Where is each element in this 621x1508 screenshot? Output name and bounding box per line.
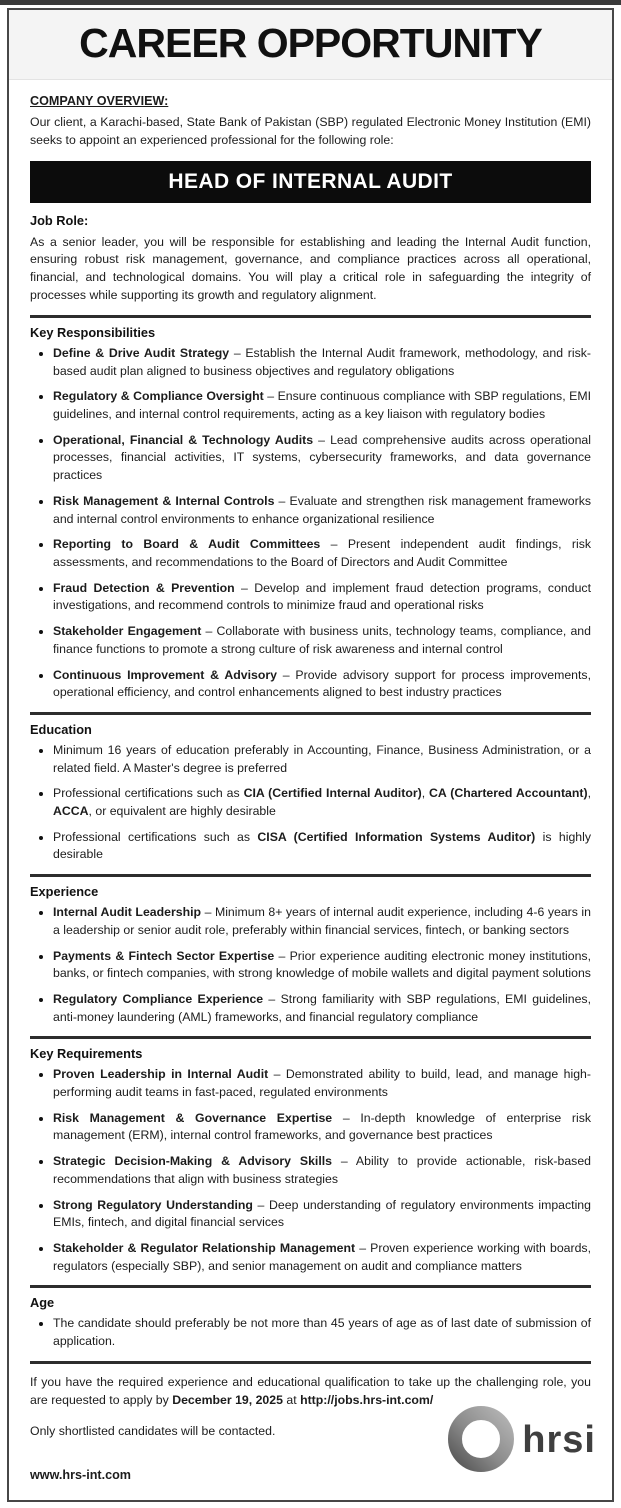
bold-text: Proven Leadership in Internal Audit: [53, 1067, 269, 1082]
plain-text: – Demonstrated ability to build, lead, and manage high-performing audit teams in fast-paced, regulated environments: [53, 1067, 591, 1100]
section-divider: [30, 1361, 591, 1364]
list-item: [53, 1066, 591, 1101]
role-banner: HEAD OF INTERNAL AUDIT: [30, 161, 591, 203]
list-item: [53, 667, 591, 702]
key-responsibilities-list: [30, 345, 591, 702]
key-requirements-list: [30, 1066, 591, 1275]
plain-text: – Present independent audit findings, risk assessments, and recommendations to the Board of Directors and Audit Committee: [53, 537, 591, 569]
hrsi-logo-text: hrsi: [522, 1419, 596, 1462]
plain-text: – Establish the Internal Audit framework, methodology, and risk-based audit plan aligned to business objectives and regulatory obligations: [53, 345, 591, 378]
section-divider: [30, 712, 591, 715]
bold-text: Operational, Financial & Technology Audits: [53, 432, 314, 447]
list-item: [53, 991, 591, 1026]
page-top-strip: [0, 0, 621, 5]
list-item: [53, 785, 591, 820]
bold-text: Reporting to Board & Audit Committees: [53, 537, 321, 552]
list-item: [53, 580, 591, 615]
list-item: [53, 388, 591, 423]
bold-text: Define & Drive Audit Strategy: [53, 345, 230, 360]
bold-text: Stakeholder & Regulator Relationship Management: [53, 1240, 356, 1255]
plain-text: at: [282, 1393, 301, 1408]
plain-text: Minimum 16 years of education preferably in Accounting, Finance, Business Administration, or a related field. A Master's degree is preferred: [53, 742, 591, 775]
plain-text: – Collaborate with business units, technology teams, compliance, and finance functions to promote a strong culture of risk awareness and internal control: [53, 624, 591, 656]
bold-text: CA (Chartered Accountant): [429, 786, 588, 801]
bold-text: Risk Management & Internal Controls: [53, 493, 275, 508]
key-responsibilities-heading: Key Responsibilities: [30, 324, 156, 340]
section-divider: [30, 1036, 591, 1039]
bold-text: Payments & Fintech Sector Expertise: [53, 948, 275, 963]
plain-text: – Prior experience auditing electronic money institutions, banks, or fintech companies, with strong knowledge of mobile wallets and digital payment solutions: [53, 948, 591, 981]
list-item: [53, 742, 591, 777]
list-item: [53, 536, 591, 571]
experience-heading: Experience: [30, 884, 99, 900]
list-item: [53, 345, 591, 380]
plain-text: – Deep understanding of regulatory environments impacting EMIs, fintech, and digital financial services: [53, 1197, 591, 1230]
plain-text: – Provide advisory support for process improvements, operational efficiency, and control enhancements aligned to best industry practices: [53, 667, 591, 700]
plain-text: Professional certifications such as: [53, 786, 244, 801]
bold-text: ACCA: [53, 804, 89, 819]
job-role-text: As a senior leader, you will be responsible for establishing and leading the Internal Audit function, ensuring robust risk management, governance, and compliance practices across all operational, financial, and technological domains. You will play a critical role in safeguarding the integrity of processes while supporting its growth and regulatory alignment.: [30, 234, 591, 303]
age-list: [30, 1315, 591, 1350]
list-item: [53, 623, 591, 658]
list-item: [53, 1153, 591, 1188]
plain-text: – Strong familiarity with SBP regulations, EMI guidelines, anti-money laundering (AML) frameworks, and financial regulatory compliance: [53, 991, 591, 1024]
shortlist-note: Only shortlisted candidates will be contacted.: [30, 1423, 276, 1438]
ad-content: [9, 80, 612, 1500]
plain-text: The candidate should preferably be not more than 45 years of age as of last date of submission of application.: [53, 1316, 591, 1349]
age-heading: Age: [30, 1295, 55, 1311]
list-item: [53, 1197, 591, 1232]
bold-text: Continuous Improvement & Advisory: [53, 667, 277, 682]
bold-text: Strong Regulatory Understanding: [53, 1197, 253, 1212]
bold-text: CISA (Certified Information Systems Auditor): [257, 829, 536, 844]
company-overview-label: COMPANY OVERVIEW:: [30, 94, 169, 108]
section-divider: [30, 315, 591, 318]
education-heading: Education: [30, 721, 92, 737]
education-list: [30, 742, 591, 864]
bold-text: Risk Management & Governance Expertise: [53, 1110, 333, 1125]
list-item: [53, 904, 591, 939]
plain-text: , or equivalent are highly desirable: [88, 804, 276, 819]
plain-text: ,: [587, 786, 591, 801]
company-website: www.hrs-int.com: [30, 1467, 131, 1482]
job-role-heading: Job Role:: [30, 212, 89, 228]
bold-text: Strategic Decision-Making & Advisory Skills: [53, 1154, 333, 1169]
section-divider: [30, 1285, 591, 1288]
plain-text: If you have the required experience and educational qualification to take up the challenging role, you are requested to apply by: [30, 1374, 591, 1408]
list-item: [53, 829, 591, 864]
bold-text: http://jobs.hrs-int.com/: [300, 1393, 434, 1408]
ad-frame: [7, 8, 614, 1502]
plain-text: – Lead comprehensive audits across operational processes, financial activities, IT systems, cybersecurity frameworks, and data governance practices: [53, 432, 591, 483]
bold-text: Stakeholder Engagement: [53, 624, 202, 639]
plain-text: – In-depth knowledge of enterprise risk management (ERM), internal control frameworks, and governance best practices: [53, 1110, 591, 1143]
company-overview-text: Our client, a Karachi-based, State Bank of Pakistan (SBP) regulated Electronic Money Institution (EMI) seeks to appoint an experienced professional for the following role:: [30, 115, 591, 147]
plain-text: is highly desirable: [53, 829, 591, 862]
list-item: [53, 1315, 591, 1350]
plain-text: – Proven experience working with boards, regulators (especially SBP), and senior management on audit and compliance matters: [53, 1240, 591, 1273]
hrsi-logo: [446, 1403, 596, 1478]
hrsi-ring-icon: [446, 1403, 516, 1478]
plain-text: – Ability to provide actionable, risk-based recommendations that align with business strategies: [53, 1154, 592, 1186]
bold-text: Fraud Detection & Prevention: [53, 580, 235, 595]
bold-text: Regulatory Compliance Experience: [53, 991, 264, 1006]
list-item: [53, 1110, 591, 1145]
list-item: [53, 432, 591, 485]
plain-text: ,: [421, 786, 430, 801]
bold-text: December 19, 2025: [172, 1393, 283, 1408]
section-divider: [30, 874, 591, 877]
plain-text: – Ensure continuous compliance with SBP regulations, EMI guidelines, and internal control requirements, acting as a key liaison with regulatory bodies: [53, 389, 591, 422]
bold-text: CIA (Certified Internal Auditor): [243, 786, 422, 801]
bold-text: Internal Audit Leadership: [53, 905, 202, 920]
plain-text: – Develop and implement fraud detection programs, conduct investigations, and recommend controls to minimize fraud and operational risks: [53, 580, 591, 613]
key-requirements-heading: Key Requirements: [30, 1046, 143, 1062]
plain-text: – Evaluate and strengthen risk management frameworks and internal control environments to enhance organizational resilience: [53, 493, 591, 526]
list-item: [53, 948, 591, 983]
page-title: CAREER OPPORTUNITY: [79, 20, 542, 66]
list-item: [53, 1240, 591, 1275]
masthead: [9, 10, 612, 80]
list-item: [53, 493, 591, 528]
plain-text: Professional certifications such as: [53, 829, 258, 844]
plain-text: – Minimum 8+ years of internal audit experience, including 4-6 years in a leadership or senior audit role, preferably within financial services, fintech, or banking sectors: [53, 905, 592, 937]
bold-text: Regulatory & Compliance Oversight: [53, 389, 264, 404]
experience-list: [30, 904, 591, 1026]
